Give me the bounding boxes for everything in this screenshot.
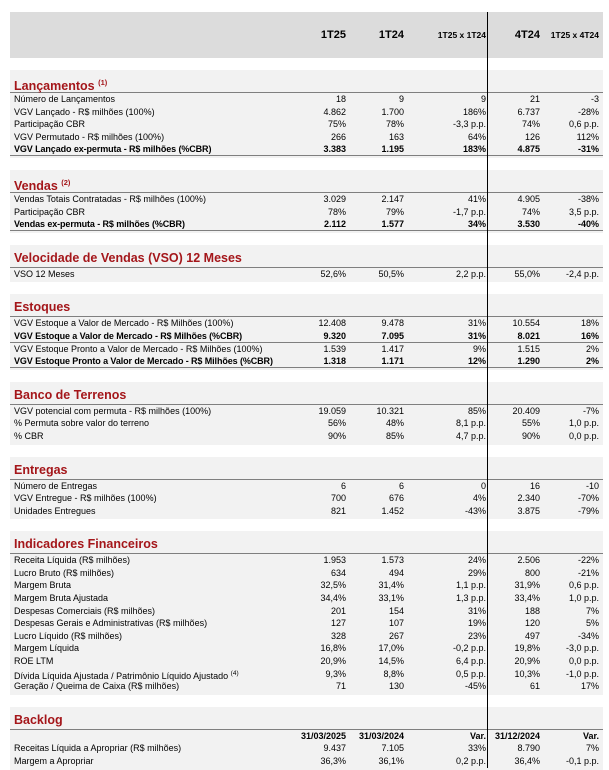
table-row [10,755,603,768]
row-label-text: ROE LTM [14,656,54,667]
table-row [10,317,603,330]
section-title [10,382,603,405]
cell-col-3: 0 [480,480,486,491]
table-row [10,680,603,693]
cell-col-2: 1.573 [381,555,404,566]
row-label-text: VGV Estoque a Valor de Mercado - R$ Milhões (100%) [14,318,234,329]
cell-col-4: 74% [521,206,540,217]
cell-col-3: 183% [462,144,486,155]
cell-col-1: 19.059 [318,405,346,416]
cell-col-2: 6 [398,480,404,491]
cell-col-1: 1.953 [323,555,346,566]
cell-col-1: 52,6% [320,268,346,279]
cell-col-4: 55,0% [514,268,540,279]
header-1t25: 1T25 [320,29,346,41]
cell-col-3: Var. [469,730,486,741]
section-title-text: Velocidade de Vendas (VSO) 12 Meses [14,250,242,265]
row-label [14,605,155,618]
cell-col-5: 112% [576,131,599,142]
cell-col-1: 1.318 [323,356,346,367]
cell-col-2: 10.321 [376,405,404,416]
cell-col-5: -3,0 p.p. [565,643,599,654]
cell-col-1: 821 [330,505,346,516]
section-0 [10,70,603,158]
cell-col-2: 85% [385,430,404,441]
cell-col-3: 24% [467,555,486,566]
cell-col-4: 20,9% [514,656,540,667]
row-label [14,579,71,592]
section-title [10,70,603,93]
section-4 [10,382,603,445]
cell-col-5: 1,0 p.p. [568,593,599,604]
cell-col-4: 61 [529,681,540,692]
cell-col-1: 201 [330,605,346,616]
table-row [10,579,603,592]
cell-col-4: 8.790 [517,743,540,754]
cell-col-2: 79% [385,206,404,217]
cell-col-4: 21 [529,94,540,104]
cell-col-4: 36,4% [514,756,540,766]
cell-col-5: -40% [577,219,599,230]
cell-col-2: 163 [388,131,404,142]
cell-col-1: 634 [330,567,346,578]
cell-col-3: 1,3 p.p. [455,593,486,604]
row-label [14,193,206,206]
section-title [10,707,603,730]
cell-col-4: 19,8% [514,643,540,654]
table-row [10,118,603,131]
cell-col-3: 186% [462,106,486,117]
cell-col-5: 18% [580,318,599,329]
cell-col-1: 90% [327,430,346,441]
cell-col-2: 676 [388,493,404,504]
cell-col-1: 9,3% [325,668,346,679]
row-label-text: Despesas Comerciais (R$ milhões) [14,605,156,616]
cell-col-5: 2% [585,343,599,354]
cell-col-5: 5% [585,618,599,629]
row-label [14,592,108,605]
cell-col-4: 90% [521,430,540,441]
section-title-text: Vendas [14,178,58,193]
cell-col-2: 8,8% [383,668,404,679]
cell-col-4: 3.875 [517,505,540,516]
row-label [14,143,211,156]
indicators-table [10,12,603,770]
row-label-text: Participação CBR [14,119,86,130]
row-label-text: Receita Líquida (R$ milhões) [14,555,131,566]
cell-col-4: 497 [524,630,540,641]
row-label-text: VGV Lançado ex-permuta - R$ milhões (%CBR) [14,144,212,155]
row-label [14,268,75,281]
cell-col-3: 31% [467,605,486,616]
cell-col-3: 0,2 p.p. [455,756,486,766]
cell-col-2: 130 [388,681,404,692]
cell-col-1: 2.112 [323,219,346,230]
cell-col-5: -21% [577,567,599,578]
header-1t24: 1T24 [378,29,404,41]
row-label-text: Despesas Gerais e Administrativas (R$ milhões) [14,618,208,629]
cell-col-1: 1.539 [323,343,346,354]
cell-col-5: -38% [577,193,599,204]
cell-col-3: 9 [480,94,486,104]
cell-col-5: 2% [585,356,599,367]
section-title-text: Backlog [14,712,63,727]
cell-col-4: 188 [524,605,540,616]
row-label [14,118,85,131]
row-label [14,343,262,356]
cell-col-4: 10.554 [512,318,540,329]
cell-col-2: 267 [388,630,404,641]
row-label [14,492,157,505]
cell-col-3: -1,7 p.p. [452,206,486,217]
footnote-marker: (4) [230,669,239,677]
section-title [10,457,603,480]
table-row [10,554,603,567]
cell-col-5: -10 [585,480,599,491]
cell-col-5: -7% [582,405,599,416]
row-label-text: Margem Líquida [14,643,80,654]
row-label-text: VGV Lançado - R$ milhões (100%) [14,106,155,117]
cell-col-1: 34,4% [320,593,346,604]
cell-col-1: 6 [340,480,346,491]
row-label [14,405,211,418]
cell-col-1: 32,5% [320,580,346,591]
cell-col-3: 33% [467,743,486,754]
cell-col-3: 34% [467,219,486,230]
cell-col-2: 48% [385,418,404,429]
cell-col-5: -22% [577,555,599,566]
cell-col-5: -28% [577,106,599,117]
cell-col-2: 9.478 [381,318,404,329]
table-row [10,355,603,368]
row-label-text: VGV Entregue - R$ milhões (100%) [14,493,157,504]
table-row [10,405,603,418]
row-label [14,567,114,580]
cell-col-3: 2,2 p.p. [455,268,486,279]
table-row [10,330,603,343]
cell-col-3: 8,1 p.p. [455,418,486,429]
cell-col-4: 1.290 [517,356,540,367]
row-label-text: Número de Entregas [14,480,98,491]
section-2 [10,245,603,283]
cell-col-5: 0,0 p.p. [568,430,599,441]
cell-col-2: 9 [398,94,404,104]
cell-col-2: 17,0% [378,643,404,654]
cell-col-5: 16% [580,330,599,341]
row-label [14,93,115,106]
cell-col-3: 1,1 p.p. [455,580,486,591]
row-label [14,505,96,518]
table-row [10,505,603,518]
table-row [10,143,603,156]
cell-col-3: 31% [467,330,486,341]
section-title-text: Entregas [14,462,68,477]
cell-col-1: 78% [327,206,346,217]
cell-col-1: 71 [335,681,346,692]
cell-col-4: 74% [521,119,540,130]
cell-col-3: 4,7 p.p. [455,430,486,441]
row-label [14,480,97,493]
row-label [14,755,94,768]
cell-col-2: 7.095 [381,330,404,341]
row-label [14,417,149,430]
cell-col-1: 127 [330,618,346,629]
row-label-text: Vendas Totais Contratadas - R$ milhões (100%) [14,193,206,204]
row-label-text: VGV Estoque Pronto a Valor de Mercado - R$ Milhões (%CBR) [14,356,273,367]
table-row [10,430,603,443]
row-label-text: VGV Permutado - R$ milhões (100%) [14,131,165,142]
cell-col-4: 33,4% [514,593,540,604]
cell-col-5: 0,0 p.p. [568,656,599,667]
section-1 [10,170,603,233]
cell-col-3: -0,2 p.p. [452,643,486,654]
table-row [10,106,603,119]
cell-col-4: 8.021 [517,330,540,341]
row-label [14,554,130,567]
cell-col-1: 31/03/2025 [300,730,346,741]
cell-col-5: -34% [577,630,599,641]
cell-col-3: 9% [472,343,486,354]
cell-col-4: 31,9% [514,580,540,591]
cell-col-5: 7% [585,605,599,616]
cell-col-2: 33,1% [378,593,404,604]
cell-col-2: 78% [385,119,404,130]
table-row [10,742,603,755]
row-label-text: VGV Estoque Pronto a Valor de Mercado - R$ Milhões (100%) [14,343,263,354]
table-row [10,642,603,655]
table-row [10,268,603,281]
cell-col-3: 6,4 p.p. [455,656,486,667]
cell-col-2: 31,4% [378,580,404,591]
cell-col-2: 50,5% [378,268,404,279]
cell-col-3: 85% [467,405,486,416]
row-label-text: % Permuta sobre valor do terreno [14,418,150,429]
cell-col-1: 9.437 [323,743,346,754]
table-row [10,343,603,356]
row-label-text: VSO 12 Meses [14,268,75,279]
cell-col-1: 328 [330,630,346,641]
row-label [14,355,273,368]
row-label [14,131,164,144]
row-label-text: Participação CBR [14,206,86,217]
cell-col-1: 3.029 [323,193,346,204]
cell-col-5: -3 [590,94,599,104]
row-label [14,317,233,330]
cell-col-2: 494 [388,567,404,578]
cell-col-1: 75% [327,119,346,130]
table-row [10,131,603,144]
cell-col-2: 31/03/2024 [358,730,404,741]
cell-col-5: 17% [580,681,599,692]
cell-col-4: 31/12/2024 [494,730,540,741]
cell-col-4: 4.875 [517,144,540,155]
cell-col-4: 120 [524,618,540,629]
cell-col-3: 0,5 p.p. [455,668,486,679]
table-row [10,655,603,668]
cell-col-1: 700 [330,493,346,504]
section-6 [10,531,603,695]
cell-col-4: 1.515 [517,343,540,354]
row-label [14,642,79,655]
cell-col-2: 1.700 [381,106,404,117]
table-row [10,492,603,505]
cell-col-5: -2,4 p.p. [565,268,599,279]
cell-col-1: 12.408 [318,318,346,329]
cell-col-1: 56% [327,418,346,429]
section-title [10,531,603,554]
row-label [14,218,185,231]
cell-col-3: -43% [464,505,486,516]
row-label-text: Margem a Apropriar [14,756,94,766]
cell-col-5: -31% [577,144,599,155]
row-label-text: Dívida Líquida Ajustada / Patrimônio Líquido Ajustado [14,670,229,681]
cell-col-4: 126 [524,131,540,142]
cell-col-1: 18 [335,94,346,104]
table-row [10,630,603,643]
cell-col-2: 107 [388,618,404,629]
row-label-text: VGV potencial com permuta - R$ milhões (100%) [14,405,212,416]
table-row [10,218,603,231]
cell-col-5: Var. [582,730,599,741]
cell-col-4: 10,3% [514,668,540,679]
row-label-text: Margem Bruta Ajustada [14,593,109,604]
cell-col-5: 1,0 p.p. [568,418,599,429]
table-row [10,668,603,681]
row-label-text: Receitas Líquida a Apropriar (R$ milhões) [14,743,182,754]
cell-col-1: 266 [330,131,346,142]
row-label-text: VGV Estoque a Valor de Mercado - R$ Milhões (%CBR) [14,330,243,341]
table-row [10,605,603,618]
cell-col-4: 2.340 [517,493,540,504]
cell-col-3: 12% [467,356,486,367]
section-3 [10,294,603,369]
cell-col-3: -45% [464,681,486,692]
cell-col-2: 154 [388,605,404,616]
cell-col-5: -1,0 p.p. [565,668,599,679]
row-label-text: Unidades Entregues [14,505,96,516]
cell-col-1: 36,3% [320,756,346,766]
row-label-text: Geração / Queima de Caixa (R$ milhões) [14,681,180,692]
table-row [10,93,603,106]
row-label-text: Margem Bruta [14,580,72,591]
column-divider [487,12,488,768]
section-title-text: Lançamentos [14,79,95,93]
table-subheader-row [10,730,603,743]
row-label-text: Número de Lançamentos [14,94,116,104]
cell-col-5: 0,6 p.p. [568,119,599,130]
row-label-text: Lucro Líquido (R$ milhões) [14,630,123,641]
cell-col-1: 4.862 [323,106,346,117]
table-row [10,567,603,580]
table-row [10,417,603,430]
cell-col-3: 19% [467,618,486,629]
cell-col-1: 3.383 [323,144,346,155]
row-label [14,106,155,119]
header-1t25-vs-1t24: 1T25 x 1T24 [437,30,486,40]
cell-col-5: -0,1 p.p. [565,756,599,766]
section-title [10,245,603,268]
cell-col-2: 1.171 [381,356,404,367]
row-label [14,330,242,343]
cell-col-2: 2.147 [381,193,404,204]
cell-col-3: 29% [467,567,486,578]
cell-col-5: 7% [585,743,599,754]
header-1t25-vs-4t24: 1T25 x 4T24 [550,30,599,40]
section-title-text: Estoques [14,300,71,315]
cell-col-3: 41% [467,193,486,204]
section-7 [10,707,603,770]
section-5 [10,457,603,520]
cell-col-4: 800 [524,567,540,578]
table-row [10,617,603,630]
cell-col-4: 16 [529,480,540,491]
cell-col-3: 23% [467,630,486,641]
section-title-text: Indicadores Financeiros [14,537,158,552]
row-label [14,617,207,630]
footnote-marker: (1) [98,78,108,87]
cell-col-4: 20.409 [512,405,540,416]
header-4t24: 4T24 [514,29,540,41]
cell-col-1: 16,8% [320,643,346,654]
cell-col-2: 1.577 [381,219,404,230]
cell-col-2: 14,5% [378,656,404,667]
section-title [10,170,603,193]
cell-col-2: 1.195 [381,144,404,155]
row-label [14,206,85,219]
cell-col-2: 1.417 [381,343,404,354]
cell-col-3: -3,3 p.p. [452,119,486,130]
row-label [14,430,44,443]
cell-col-3: 4% [472,493,486,504]
cell-col-4: 3.530 [517,219,540,230]
section-title-text: Banco de Terrenos [14,387,127,402]
table-row [10,592,603,605]
cell-col-4: 55% [521,418,540,429]
cell-col-3: 31% [467,318,486,329]
cell-col-1: 20,9% [320,656,346,667]
cell-col-4: 2.506 [517,555,540,566]
cell-col-5: -70% [577,493,599,504]
cell-col-2: 1.452 [381,505,404,516]
footnote-marker: (2) [61,177,71,187]
table-row [10,193,603,206]
row-label [14,630,122,643]
row-label-text: Lucro Bruto (R$ milhões) [14,567,115,578]
section-title [10,294,603,317]
cell-col-5: 0,6 p.p. [568,580,599,591]
cell-col-1: 9.320 [323,330,346,341]
cell-col-4: 4.905 [517,193,540,204]
row-label-text: % CBR [14,430,44,441]
table-row [10,480,603,493]
cell-col-5: 3,5 p.p. [568,206,599,217]
row-label [14,655,53,668]
row-label-text: Vendas ex-permuta - R$ milhões (%CBR) [14,219,185,230]
row-label [14,680,179,693]
cell-col-5: -79% [577,505,599,516]
cell-col-4: 6.737 [517,106,540,117]
cell-col-2: 7.105 [381,743,404,754]
cell-col-3: 64% [467,131,486,142]
cell-col-2: 36,1% [378,756,404,766]
table-header [10,12,603,58]
table-row [10,206,603,219]
row-label [14,742,181,755]
